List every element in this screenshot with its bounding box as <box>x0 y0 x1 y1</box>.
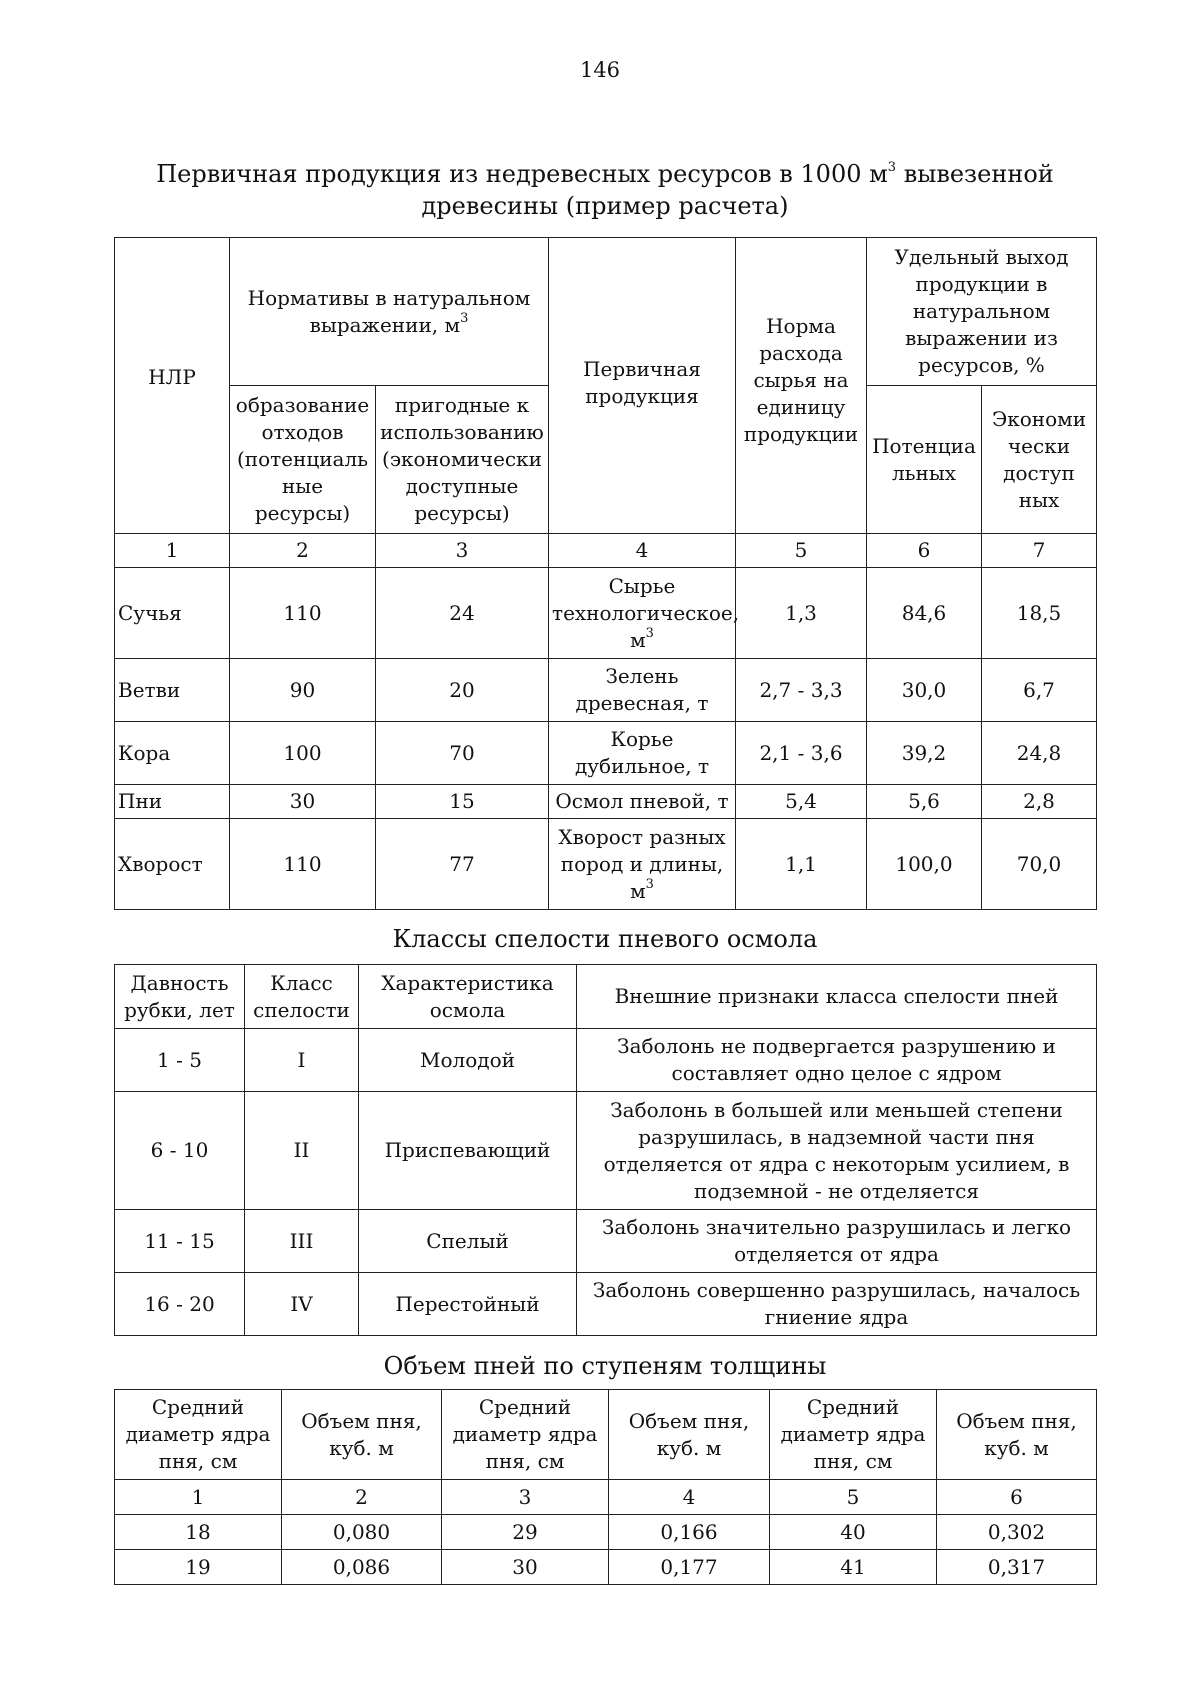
cell-age: 11 - 15 <box>115 1210 245 1273</box>
cell-potential: 5,6 <box>867 785 982 819</box>
header-age: Давность рубки, лет <box>115 965 245 1029</box>
table1-title-line2: древесины (пример расчета) <box>421 192 789 220</box>
table-row <box>115 659 1097 722</box>
table1-header-row-1 <box>115 238 1097 386</box>
page-number: 146 <box>579 58 621 82</box>
header-diameter: Средний диаметр ядра пня, см <box>770 1390 937 1480</box>
cell-class: III <box>245 1210 359 1273</box>
cell-class: IV <box>245 1273 359 1336</box>
cell-usable: 70 <box>376 722 549 785</box>
col-number: 3 <box>442 1480 609 1515</box>
cell-product <box>549 819 736 910</box>
cell-characteristic: Молодой <box>359 1029 577 1092</box>
cell-economic: 6,7 <box>982 659 1097 722</box>
cell-norm: 1,1 <box>736 819 867 910</box>
table-row <box>115 1210 1097 1273</box>
table-row <box>115 785 1097 819</box>
cell-product: Корье дубильное, т <box>549 722 736 785</box>
cell-norm: 2,7 - 3,3 <box>736 659 867 722</box>
col-number: 2 <box>230 534 376 568</box>
table1-title-sup: 3 <box>887 160 897 175</box>
cell-waste: 90 <box>230 659 376 722</box>
table1-title-line1-end: вывезенной <box>896 160 1054 188</box>
cell-signs: Заболонь совершенно разрушилась, началось гниение ядра <box>577 1273 1097 1336</box>
header-specific-yield: Удельный выход продукции в натуральном выражении из ресурсов, % <box>867 238 1097 386</box>
cell-usable: 77 <box>376 819 549 910</box>
cell-product-text: Хворост разных пород и длины, м <box>558 824 726 903</box>
cell-age: 6 - 10 <box>115 1092 245 1210</box>
header-normatives <box>230 238 549 386</box>
table-row <box>115 722 1097 785</box>
cell-usable: 24 <box>376 568 549 659</box>
cell-economic: 2,8 <box>982 785 1097 819</box>
cell-product-sup: 3 <box>645 876 654 892</box>
table3-header-row <box>115 1390 1097 1480</box>
table-row <box>115 568 1097 659</box>
ripeness-classes-table <box>114 964 1097 1336</box>
cell-class: I <box>245 1029 359 1092</box>
cell-signs: Заболонь не подвергается разрушению и составляет одно целое с ядром <box>577 1029 1097 1092</box>
cell-nlr: Сучья <box>115 568 230 659</box>
header-potential: Потенциа льных <box>867 386 982 534</box>
cell-potential: 30,0 <box>867 659 982 722</box>
table-row <box>115 819 1097 910</box>
header-volume: Объем пня, куб. м <box>609 1390 770 1480</box>
cell-diameter: 40 <box>770 1515 937 1550</box>
cell-volume: 0,302 <box>937 1515 1097 1550</box>
cell-signs: Заболонь в большей или меньшей степени разрушилась, в надземной части пня отделяется от ядра с некоторым усилием, в подземной - не отделяется <box>577 1092 1097 1210</box>
table-row <box>115 1515 1097 1550</box>
cell-norm: 5,4 <box>736 785 867 819</box>
cell-usable: 20 <box>376 659 549 722</box>
cell-nlr: Кора <box>115 722 230 785</box>
col-number: 4 <box>609 1480 770 1515</box>
cell-nlr: Ветви <box>115 659 230 722</box>
table1-column-numbers <box>115 534 1097 568</box>
header-nlr: НЛР <box>115 238 230 534</box>
col-number: 5 <box>736 534 867 568</box>
cell-economic: 70,0 <box>982 819 1097 910</box>
header-characteristic: Характеристика осмола <box>359 965 577 1029</box>
cell-age: 1 - 5 <box>115 1029 245 1092</box>
header-normatives-sup: 3 <box>460 310 469 326</box>
cell-product-sup: 3 <box>645 625 654 641</box>
col-number: 3 <box>376 534 549 568</box>
table-row <box>115 1092 1097 1210</box>
header-economic: Экономи чески доступ ных <box>982 386 1097 534</box>
cell-waste: 30 <box>230 785 376 819</box>
cell-volume: 0,317 <box>937 1550 1097 1585</box>
table1-title <box>114 158 1096 222</box>
cell-waste: 100 <box>230 722 376 785</box>
table1-title-line1: Первичная продукция из недревесных ресурсов в 1000 м <box>156 160 888 188</box>
cell-volume: 0,166 <box>609 1515 770 1550</box>
cell-usable: 15 <box>376 785 549 819</box>
cell-diameter: 30 <box>442 1550 609 1585</box>
cell-waste: 110 <box>230 819 376 910</box>
cell-class: II <box>245 1092 359 1210</box>
col-number: 2 <box>282 1480 442 1515</box>
cell-diameter: 29 <box>442 1515 609 1550</box>
table3-column-numbers <box>115 1480 1097 1515</box>
cell-potential: 84,6 <box>867 568 982 659</box>
col-number: 4 <box>549 534 736 568</box>
header-diameter: Средний диаметр ядра пня, см <box>115 1390 282 1480</box>
cell-diameter: 41 <box>770 1550 937 1585</box>
cell-potential: 100,0 <box>867 819 982 910</box>
table-row <box>115 1273 1097 1336</box>
cell-volume: 0,086 <box>282 1550 442 1585</box>
cell-norm: 2,1 - 3,6 <box>736 722 867 785</box>
col-number: 1 <box>115 1480 282 1515</box>
header-primary-product: Первичная продукция <box>549 238 736 534</box>
table2-header-row <box>115 965 1097 1029</box>
table2-title: Классы спелости пневого осмола <box>392 925 818 953</box>
cell-volume: 0,080 <box>282 1515 442 1550</box>
header-usable: пригодные к использованию (экономически доступные ресурсы) <box>376 386 549 534</box>
cell-nlr: Пни <box>115 785 230 819</box>
col-number: 1 <box>115 534 230 568</box>
header-class: Класс спелости <box>245 965 359 1029</box>
header-volume: Объем пня, куб. м <box>937 1390 1097 1480</box>
stump-volume-table <box>114 1389 1097 1585</box>
table3-title: Объем пней по ступеням толщины <box>383 1352 827 1380</box>
cell-diameter: 18 <box>115 1515 282 1550</box>
cell-norm: 1,3 <box>736 568 867 659</box>
header-signs: Внешние признаки класса спелости пней <box>577 965 1097 1029</box>
cell-volume: 0,177 <box>609 1550 770 1585</box>
primary-products-table <box>114 237 1097 910</box>
table-row <box>115 1029 1097 1092</box>
cell-potential: 39,2 <box>867 722 982 785</box>
cell-economic: 24,8 <box>982 722 1097 785</box>
cell-characteristic: Спелый <box>359 1210 577 1273</box>
header-waste-formation: образование отходов (потенциаль ные ресурсы) <box>230 386 376 534</box>
col-number: 5 <box>770 1480 937 1515</box>
cell-diameter: 19 <box>115 1550 282 1585</box>
table-row <box>115 1550 1097 1585</box>
cell-characteristic: Приспевающий <box>359 1092 577 1210</box>
header-normatives-text: Нормативы в натуральном выражении, м <box>247 285 531 337</box>
cell-product-text: Сырье технологическое, м <box>552 573 740 652</box>
header-norm-rate: Норма расхода сырья на единицу продукции <box>736 238 867 534</box>
cell-product: Осмол пневой, т <box>549 785 736 819</box>
col-number: 6 <box>867 534 982 568</box>
cell-product <box>549 568 740 659</box>
cell-nlr: Хворост <box>115 819 230 910</box>
cell-waste: 110 <box>230 568 376 659</box>
cell-product: Зелень древесная, т <box>549 659 736 722</box>
cell-economic: 18,5 <box>982 568 1097 659</box>
cell-signs: Заболонь значительно разрушилась и легко отделяется от ядра <box>577 1210 1097 1273</box>
header-diameter: Средний диаметр ядра пня, см <box>442 1390 609 1480</box>
col-number: 6 <box>937 1480 1097 1515</box>
header-volume: Объем пня, куб. м <box>282 1390 442 1480</box>
col-number: 7 <box>982 534 1097 568</box>
cell-characteristic: Перестойный <box>359 1273 577 1336</box>
cell-age: 16 - 20 <box>115 1273 245 1336</box>
